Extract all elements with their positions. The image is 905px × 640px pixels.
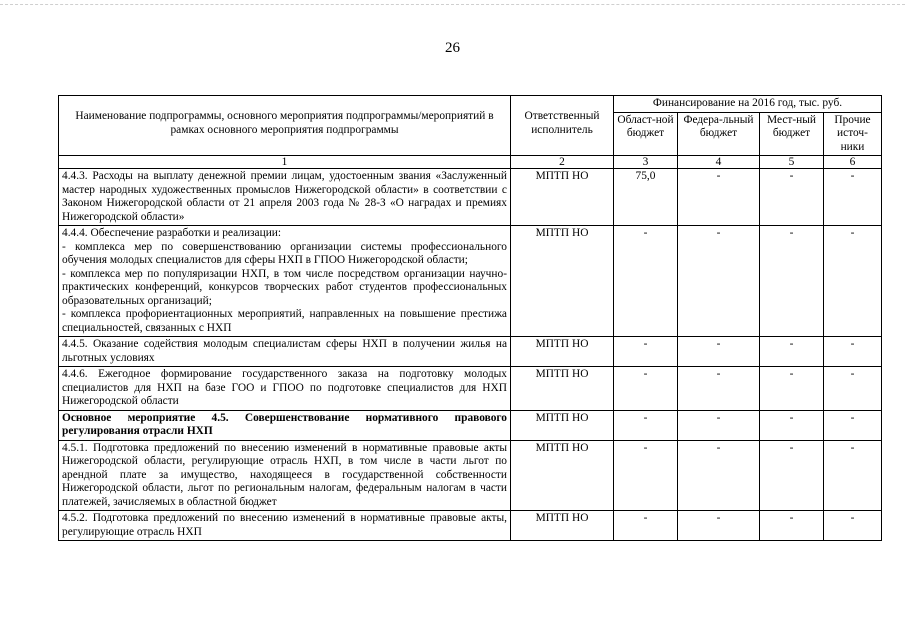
- row-name: 4.5.1. Подготовка предложений по внесению изменений в нормативные правовые акты Нижегородской области, регулирующие отрасль НХП, в том числе в части льгот по арендной плате за имущество, находящееся в государственной собственности Нижегородской области, льгот по региональным налогам, федеральным налогам в части платежей, зачисляемых в областной бюджет: [59, 440, 511, 511]
- row-name: 4.4.5. Оказание содействия молодым специалистам сферы НХП в получении жилья на льготных условиях: [59, 337, 511, 367]
- row-responsible: МПТП НО: [511, 367, 614, 411]
- row-federal: -: [678, 367, 760, 411]
- header-name: Наименование подпрограммы, основного мероприятия подпрограммы/мероприятий в рамках основного мероприятия подпрограммы: [59, 96, 511, 156]
- row-other: -: [824, 226, 882, 337]
- row-other: -: [824, 337, 882, 367]
- financing-table: [58, 95, 882, 541]
- row-local: -: [760, 226, 824, 337]
- column-number: 4: [678, 156, 760, 169]
- row-responsible: МПТП НО: [511, 337, 614, 367]
- row-regional: -: [614, 337, 678, 367]
- row-name: 4.5.2. Подготовка предложений по внесению изменений в нормативные правовые акты, регулирующие отрасль НХП: [59, 511, 511, 541]
- column-number: 5: [760, 156, 824, 169]
- column-number: 2: [511, 156, 614, 169]
- row-regional: -: [614, 511, 678, 541]
- row-local: -: [760, 169, 824, 226]
- row-other: -: [824, 410, 882, 440]
- table-row: [59, 337, 882, 367]
- header-regional: Област-ной бюджет: [614, 112, 678, 156]
- row-other: -: [824, 511, 882, 541]
- table-row: [59, 440, 882, 511]
- header-federal: Федера-льный бюджет: [678, 112, 760, 156]
- column-number-row: [59, 156, 882, 169]
- header-financing: Финансирование на 2016 год, тыс. руб.: [614, 96, 882, 113]
- row-regional: -: [614, 440, 678, 511]
- row-federal: -: [678, 226, 760, 337]
- row-regional: -: [614, 410, 678, 440]
- row-regional: -: [614, 226, 678, 337]
- row-federal: -: [678, 337, 760, 367]
- column-number: 1: [59, 156, 511, 169]
- row-regional: -: [614, 367, 678, 411]
- header-responsible: Ответственный исполнитель: [511, 96, 614, 156]
- row-name: Основное мероприятие 4.5. Совершенствование нормативного правового регулирования отрасли НХП: [59, 410, 511, 440]
- row-federal: -: [678, 410, 760, 440]
- row-regional: 75,0: [614, 169, 678, 226]
- row-responsible: МПТП НО: [511, 226, 614, 337]
- column-number: 3: [614, 156, 678, 169]
- row-other: -: [824, 440, 882, 511]
- row-federal: -: [678, 511, 760, 541]
- row-name: 4.4.3. Расходы на выплату денежной премии лицам, удостоенным звания «Заслуженный мастер народных художественных промыслов Нижегородской области» в соответствии с Законом Нижегородской области от 21 апреля 2003 года № 28-З «О наградах и премиях Нижегородской области»: [59, 169, 511, 226]
- header-other: Прочие источ-ники: [824, 112, 882, 156]
- table-row: [59, 511, 882, 541]
- row-name: 4.4.6. Ежегодное формирование государственного заказа на подготовку молодых специалистов для НХП на базе ГОО и ГПОО по подготовке специалистов для НХП Нижегородской области: [59, 367, 511, 411]
- table-row: [59, 169, 882, 226]
- row-local: -: [760, 511, 824, 541]
- table-row: [59, 226, 882, 337]
- header-local: Мест-ный бюджет: [760, 112, 824, 156]
- column-number: 6: [824, 156, 882, 169]
- row-name-line: 4.4.4. Обеспечение разработки и реализации:: [62, 227, 282, 239]
- row-name: [59, 226, 511, 337]
- row-other: -: [824, 169, 882, 226]
- row-responsible: МПТП НО: [511, 169, 614, 226]
- row-other: -: [824, 367, 882, 411]
- row-name-line: - комплекса мер по популяризации НХП, в том числе посредством организации научно-практических конференций, конкурсов творческих работ студентов профессиональных образовательных организаций;: [62, 267, 507, 307]
- header-row-1: [59, 96, 882, 113]
- row-local: -: [760, 337, 824, 367]
- table-row: [59, 367, 882, 411]
- row-federal: -: [678, 169, 760, 226]
- page-top-edge: [0, 4, 905, 5]
- row-name-line: - комплекса профориентационных мероприятий, направленных на повышение престижа специальностей, связанных с НХП: [62, 308, 507, 334]
- row-responsible: МПТП НО: [511, 511, 614, 541]
- table-row: [59, 410, 882, 440]
- row-responsible: МПТП НО: [511, 440, 614, 511]
- row-responsible: МПТП НО: [511, 410, 614, 440]
- row-local: -: [760, 367, 824, 411]
- row-local: -: [760, 410, 824, 440]
- row-name-line: - комплекса мер по совершенствованию организации системы профессионального обучения молодых специалистов для сферы НХП в ГПОО Нижегородской области;: [62, 240, 507, 266]
- row-local: -: [760, 440, 824, 511]
- page-number: 26: [445, 40, 460, 56]
- row-federal: -: [678, 440, 760, 511]
